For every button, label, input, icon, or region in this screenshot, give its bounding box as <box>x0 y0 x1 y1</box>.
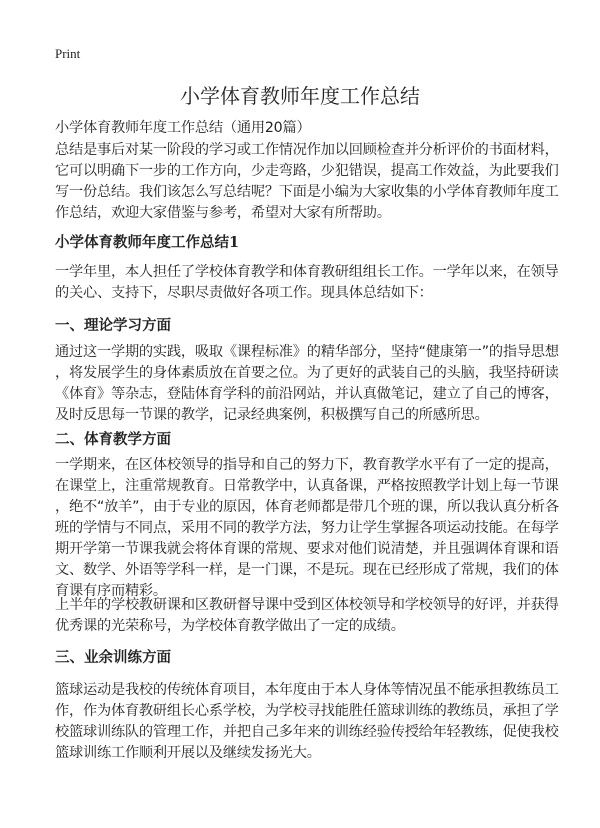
evaluation-paragraph <box>55 595 559 637</box>
text-line: 写一份总结。我们该怎么写总结呢？下面是小编为大家收集的小学体育教师年度工 <box>55 184 559 200</box>
text-line: 一学期来，在区体校领导的指导和自己的努力下，教育教学水平有了一定的提高， <box>55 457 559 473</box>
page-title: 小学体育教师年度工作总结 <box>180 84 420 108</box>
text-line: 校篮球训练队的管理工作，并把自己多年来的训练经验传授给年轻教练，促使我校 <box>55 724 559 740</box>
training-paragraph <box>55 680 559 764</box>
text-line: 一学年里，本人担任了学校体育教学和体育教研组组长工作。一学年以来，在领导 <box>55 264 559 280</box>
text-line: 篮球运动是我校的传统体育项目，本年度由于本人身体等情况虽不能承担教练员工 <box>55 682 559 698</box>
heading-teaching: 二、体育教学方面 <box>55 431 171 448</box>
subtitle <box>55 118 555 139</box>
text-line: ，将发展学生的身体素质放在首要之位。为了更好的武装自己的头脑，我坚持研读 <box>55 365 559 381</box>
text-line: 育课有序而精彩。 <box>55 583 167 599</box>
text-line: ，绝不“放羊”，由于专业的原因，体育老师都是带几个班的课，所以我认真分析各 <box>55 499 559 515</box>
subtitle-text: 小学体育教师年度工作总结（通用20篇） <box>55 120 311 136</box>
text-line: 上半年的学校教研课和区教研督导课中受到区体校领导和学校领导的好评，并获得 <box>55 597 559 613</box>
text-line: 通过这一学期的实践，吸取《课程标准》的精华部分，坚持“健康第一”的指导思想 <box>55 344 559 360</box>
section-title: 小学体育教师年度工作总结1 <box>55 234 240 251</box>
text-line: 及时反思每一节课的教学，记录经典案例，积极撰写自己的所感所思。 <box>55 407 489 423</box>
intro-paragraph <box>55 140 559 224</box>
text-line: 在课堂上，注重常规教育。日常教学中，认真备课，严格按照教学计划上每一节课 <box>55 478 559 494</box>
opening-paragraph <box>55 262 559 304</box>
teaching-paragraph <box>55 455 559 602</box>
text-line: 文、数学、外语等学科一样，是一门课，不是玩。现在已经形成了常规，我们的体 <box>55 562 559 578</box>
text-line: 作总结，欢迎大家借鉴与参考，希望对大家有所帮助。 <box>55 205 391 221</box>
heading-theory: 一、理论学习方面 <box>55 317 171 334</box>
text-line: 的关心、支持下，尽职尽责做好各项工作。现具体总结如下： <box>55 285 433 301</box>
heading-training: 三、业余训练方面 <box>55 649 171 666</box>
text-line: 期开学第一节课我就会将体育课的常规、要求对他们说清楚，并且强调体育课和语 <box>55 541 559 557</box>
text-line: 总结是事后对某一阶段的学习或工作情况作加以回顾检查并分析评价的书面材料， <box>55 142 559 158</box>
text-line: 作，作为体育教研组长心系学校，为学校寻找能胜任篮球训练的教练员，承担了学 <box>55 703 559 719</box>
text-line: 篮球训练工作顺利开展以及继续发扬光大。 <box>55 745 321 761</box>
text-line: 优秀课的光荣称号，为学校体育教学做出了一定的成绩。 <box>55 618 405 634</box>
theory-paragraph <box>55 342 559 426</box>
text-line: 它可以明确下一步的工作方向，少走弯路，少犯错误，提高工作效益，为此要我们 <box>55 163 559 179</box>
print-link[interactable]: Print <box>55 46 81 61</box>
text-line: 《体育》等杂志，登陆体育学科的前沿网站，并认真做笔记，建立了自己的博客， <box>55 386 559 402</box>
text-line: 班的学情与不同点，采用不同的教学方法，努力让学生掌握各项运动技能。在每学 <box>55 520 559 536</box>
